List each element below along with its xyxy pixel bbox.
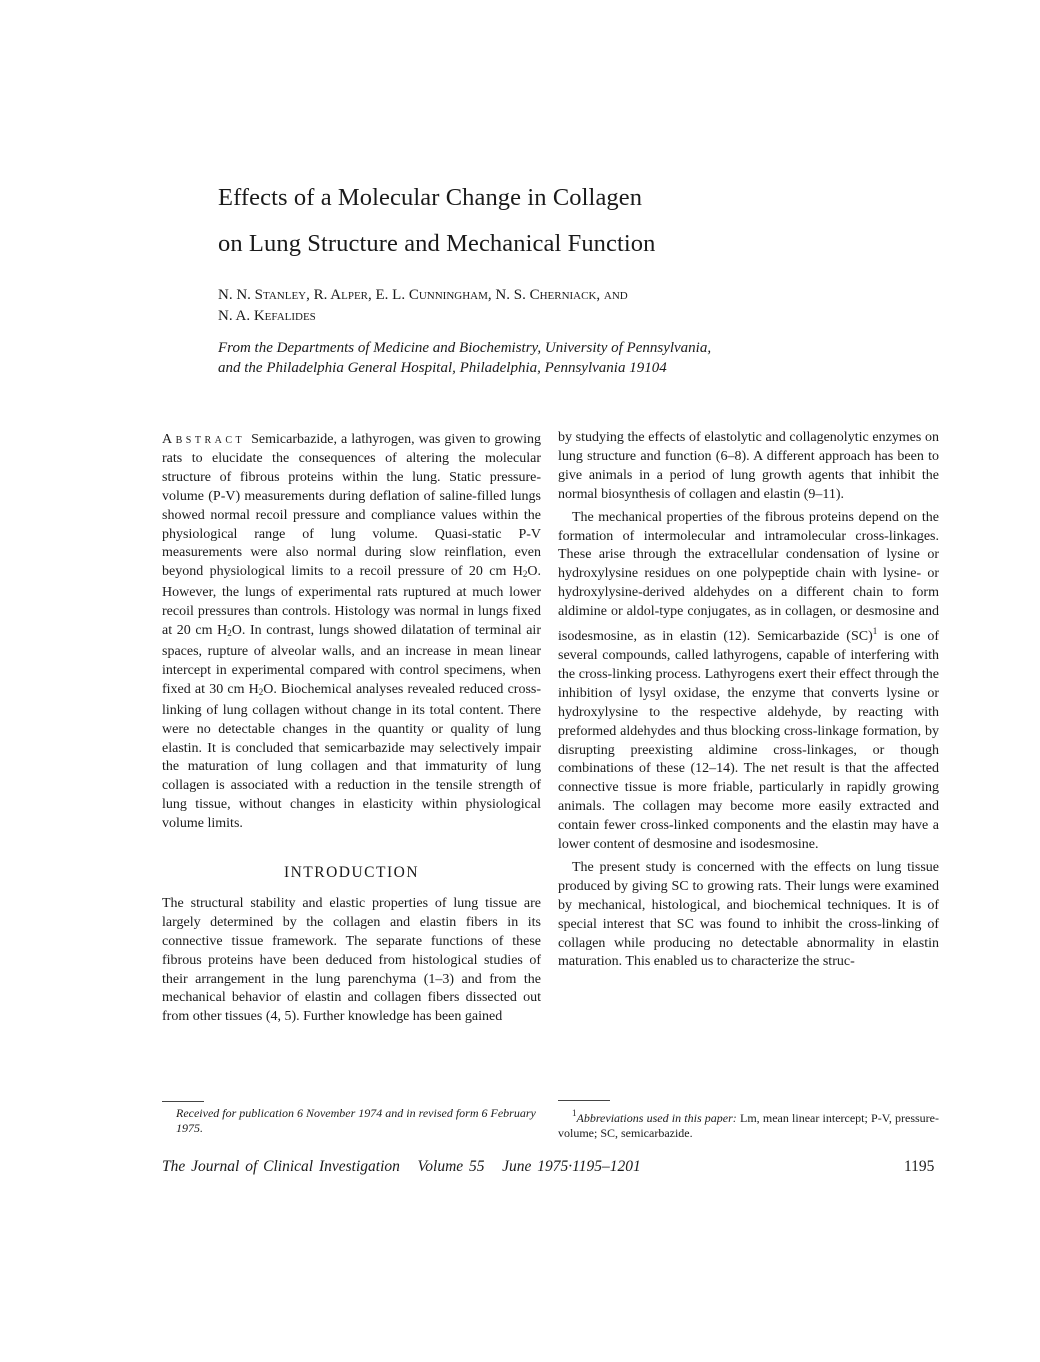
affiliation-line-1: From the Departments of Medicine and Biochemistry, University of Pennsylvania, [218,340,712,356]
intro-paragraph-2-text-b: is one of several compounds, called lathyrogens, capable of interfering with the cross-linking process. Lathyrogens exert their effect through the inhibition of lysyl oxidase, the enzyme that converts lysine or hydroxylysine to the respective aldehyde, by reacting with preformed aldehydes and thus blocking cross-linkage formation, by disrupting preexisting aldimine cross-linkages, or though combinations of these (12–14). The net result is that the affected connective tissue is more friable, particularly in rapidly growing animals. The collagen may become more easily extracted and contain fewer cross-linked components and the elastin may have a lower content of desmosine and isodesmosine. [558,629,940,853]
intro-paragraph-2-text-a: The mechanical properties of the fibrous proteins depend on the formation of intermolecular and intramolecular cross-linkages. These arise through the extracellular condensation of lysine or hydroxylysine residues on one polypeptide chain with lysine- or hydroxylysine-derived aldehydes on a different chain to form aldimine or aldol-type conjugates, as in collagen, or desmosine and isodesmosine, as in elastin (12). Semicarbazide (SC) [558,509,939,645]
abstract-text-2: O. However, the lungs of experimental rats ruptured at much lower recoil pressures than controls. Histology was normal in lungs fixed at 20 cm H [162,564,541,639]
article-title-line-1: Effects of a Molecular Change in Collagen [218,184,643,211]
subscript-2: 2 [522,569,528,580]
section-heading-introduction: INTRODUCTION [283,864,420,882]
intro-paragraph-1-continued: by studying the effects of elastolytic and collagenolytic enzymes on lung structure and function (6–8). A different approach has been to give animals in a period of lung growth agents that inhibit the normal biosynthesis of collagen and elastin (9–11). [558,430,939,502]
abstract-label: Abstract [162,432,246,447]
abstract-text-3: O. In contrast, lungs showed dilatation of terminal air spaces, rupture of alveolar walls, and an increase in mean linear intercept in experimental compared with control specimens, when fixed at 30 cm H [162,623,541,697]
abstract-text-4: O. Biochemical analyses revealed reduced cross-linking of lung collagen without change in its total content. There were no detectable changes in the quantity or quality of lung elastin. It is concluded that semicarbazide may selectively impair the maturation of lung collagen and that immaturity of lung collagen is associated with a reduction in the tensile strength of lung tissue, without changes in elasticity within physiological volume limits. [162,681,542,832]
affiliation-line-2: and the Philadelphia General Hospital, Philadelphia, Pennsylvania 19104 [218,360,667,376]
affiliation [218,338,798,378]
intro-paragraph-3: The present study is concerned with the effects on lung tissue produced by giving SC to growing rats. Their lungs were examined by mechanical, histological, and biochemical techniques. It is of special interest that SC was found to inhibit the cross-linking of collagen while producing no detectable abnormality in elastin maturation. This enabled us to characterize the struc- [558,859,939,970]
left-column [162,431,541,1027]
footnote-rule-right [558,1100,610,1101]
abstract-paragraph [162,431,541,834]
subscript-2: 2 [227,628,232,639]
abbreviations-text: Lm, mean linear intercept; P-V, pressure-volume; SC, semicarbazide. [558,1111,940,1140]
author-list [218,285,718,327]
journal-citation-text: The Journal of Clinical Investigation Volume 55 June 1975·1195–1201 [162,1158,641,1175]
received-footnote: Received for publication 6 November 1974 and in revised form 6 February 1975. [176,1106,536,1135]
author-line-1: N. N. Stanley, R. Alper, E. L. Cunningham, N. S. Cherniack, and [218,287,628,303]
footnote-rule-left [162,1101,204,1102]
journal-citation [162,1157,641,1177]
footnote-marker-1: 1 [872,626,878,637]
author-line-2: N. A. Kefalides [218,308,316,324]
right-column [558,429,939,972]
abstract-text-1: Semicarbazide, a lathyrogen, was given to growing rats to elucidate the consequences of altering the molecular structure of fibrous proteins within the lung. Static pressure-volume (P-V) measurements during deflation of saline-filled lungs showed normal recoil pressure and compliance values within the physiological range of lung volume. Quasi-static P-V measurements were also normal during slow reinflation, even beyond physiological limits to a recoil pressure of 20 cm H [162,432,541,580]
abbreviations-label: Abbreviations used in this paper: [576,1111,737,1125]
intro-paragraph-2 [558,509,939,855]
footnote-number: 1 [572,1108,577,1118]
article-title-line-2: on Lung Structure and Mechanical Function [218,230,656,257]
intro-paragraph-1: The structural stability and elastic properties of lung tissue are largely determined by the collagen and elastin fibers in its connective tissue framework. The separate functions of these fibrous proteins have been deduced from histological studies of their arrangement in the lung parenchyma (1–3) and from the mechanical behavior of elastin and collagen fibers dissected out from other tissues (4, 5). Further knowledge has been gained [162,895,541,1025]
page-number: 1195 [904,1158,935,1175]
abbreviations-footnote [558,1106,939,1141]
subscript-2: 2 [258,686,264,697]
